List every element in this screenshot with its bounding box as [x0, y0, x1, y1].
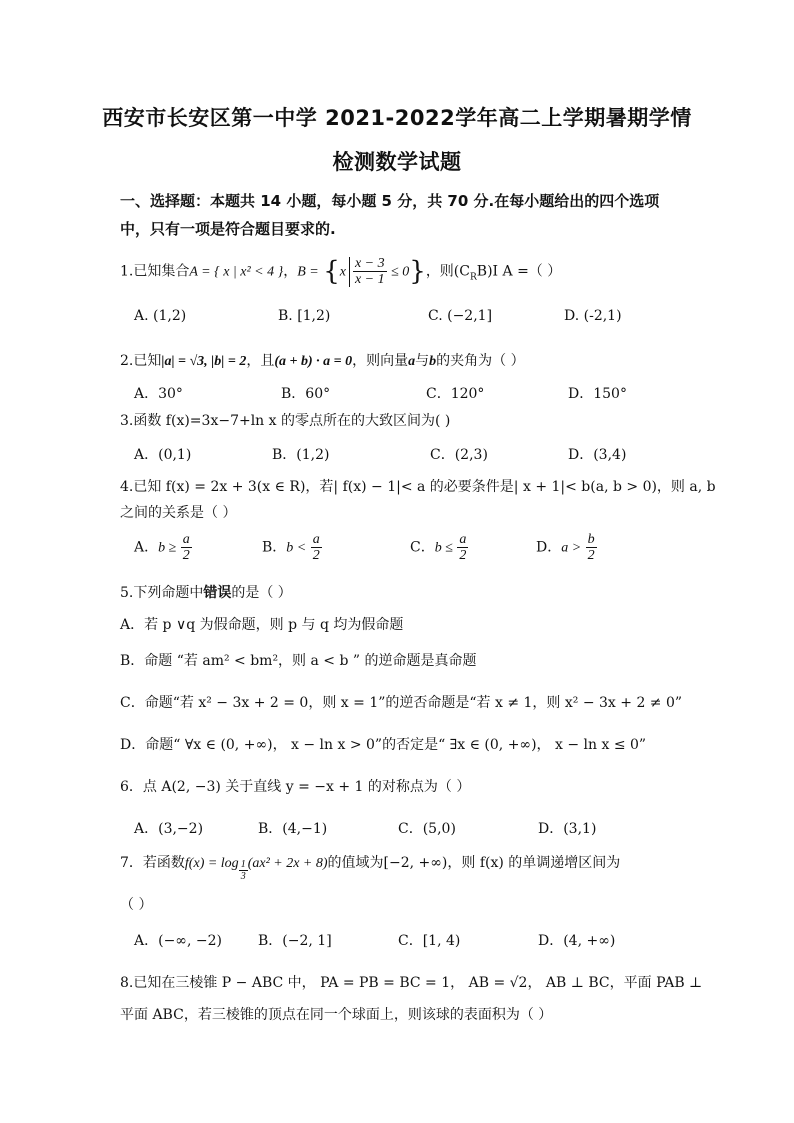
question-7-stem-line2: （ ）	[120, 897, 153, 913]
q6-option-b: B．(4,−1)	[258, 821, 328, 837]
question-1-stem: 1.已知集合A = { x | x² < 4 }，B = {x $\frac{x - 3}{x - 1}$ ≤ 0}，则$(C_RB)I$ A =（ ）	[120, 256, 562, 287]
q4-option-b: B．b < $\frac{a}{2}$	[262, 532, 320, 563]
q1-option-b: B. [1,2)	[278, 308, 331, 324]
q7-option-b: B．(−2, 1]	[258, 933, 332, 949]
q3-option-d: D．(3,4)	[568, 447, 627, 463]
q2-option-a: A．30°	[134, 386, 183, 402]
question-8-stem-line1: 8.已知在三棱锥 P − ABC 中， PA = PB = BC = 1， AB = √2， AB ⊥ BC，平面 PAB ⊥	[120, 975, 703, 991]
q2-option-c: C．120°	[426, 386, 485, 402]
q6-option-c: C．(5,0)	[398, 821, 456, 837]
q7-option-d: D．(4, +∞)	[538, 933, 616, 949]
q4-option-a: A．b ≥ $\frac{a}{2}$	[134, 532, 190, 563]
q4-option-d: D．a > $\frac{b}{2}$	[536, 532, 595, 563]
question-2-stem: 2.已知|a| = √3, |b| = 2，且(a + b) · a = 0，则向量a与b的夹角为（ ）	[120, 353, 525, 369]
question-7-stem: 7．若函数f(x) = log $\frac{1}{3}$ (ax² + 2x + 8)的值域为[−2, +∞)，则 f(x) 的单调递增区间为	[120, 855, 621, 882]
exam-title-line2: 检测数学试题	[332, 150, 462, 174]
question-4-stem-line2: 之间的关系是（ ）	[120, 505, 237, 521]
q1-option-c: C. (−2,1]	[428, 308, 493, 324]
q6-option-a: A．(3,−2)	[134, 821, 204, 837]
q5-option-c: C．命题“若 x² − 3x + 2 = 0，则 x = 1”的逆否命题是“若 x ≠ 1，则 x² − 3x + 2 ≠ 0”	[120, 695, 683, 711]
q1-option-a: A. (1,2)	[134, 308, 187, 324]
question-3-stem: 3.函数 f(x)=3x−7+ln x 的零点所在的大致区间为( )	[120, 413, 451, 429]
q2-option-d: D．150°	[568, 386, 627, 402]
q3-option-c: C．(2,3)	[430, 447, 488, 463]
section-heading: 一、选择题：本题共 14 小题，每小题 5 分，共 70 分.在每小题给出的四个选项中，只有一项是符合题目要求的.	[120, 192, 660, 238]
question-6-stem: 6．点 A(2, −3) 关于直线 y = −x + 1 的对称点为（ ）	[120, 779, 471, 795]
exam-title-line1: 西安市长安区第一中学 2021-2022学年高二上学期暑期学情	[102, 106, 692, 130]
q1-fraction: $\frac{x - 3}{x - 1}$	[354, 256, 385, 287]
q5-option-a: A．若 p ∨q 为假命题，则 p 与 q 均为假命题	[120, 617, 404, 633]
q4-option-c: C．b ≤ $\frac{a}{2}$	[410, 532, 467, 563]
q5-option-b: B．命题 “若 am² < bm²，则 a < b ” 的逆命题是真命题	[120, 653, 477, 669]
q3-option-b: B．(1,2)	[272, 447, 330, 463]
q2-option-b: B．60°	[281, 386, 331, 402]
q7-option-a: A．(−∞, −2)	[134, 933, 222, 949]
question-5-stem: 5.下列命题中错误的是（ ）	[120, 585, 292, 601]
q6-option-d: D．(3,1)	[538, 821, 597, 837]
q5-option-d: D．命题“ ∀x ∈ (0, +∞)， x − ln x > 0”的否定是“ ∃x ∈ (0, +∞)， x − ln x ≤ 0”	[120, 737, 647, 753]
q1-option-d: D. (-2,1)	[564, 308, 622, 324]
q3-option-a: A．(0,1)	[134, 447, 192, 463]
q7-option-c: C．[1, 4)	[398, 933, 461, 949]
question-4-stem-line1: 4.已知 f(x) = 2x + 3(x ∈ R)，若| f(x) − 1|< a 的必要条件是| x + 1|< b(a, b > 0)，则 a, b	[120, 479, 716, 495]
question-8-stem-line2: 平面 ABC，若三棱锥的顶点在同一个球面上，则该球的表面积为（ ）	[120, 1007, 553, 1023]
